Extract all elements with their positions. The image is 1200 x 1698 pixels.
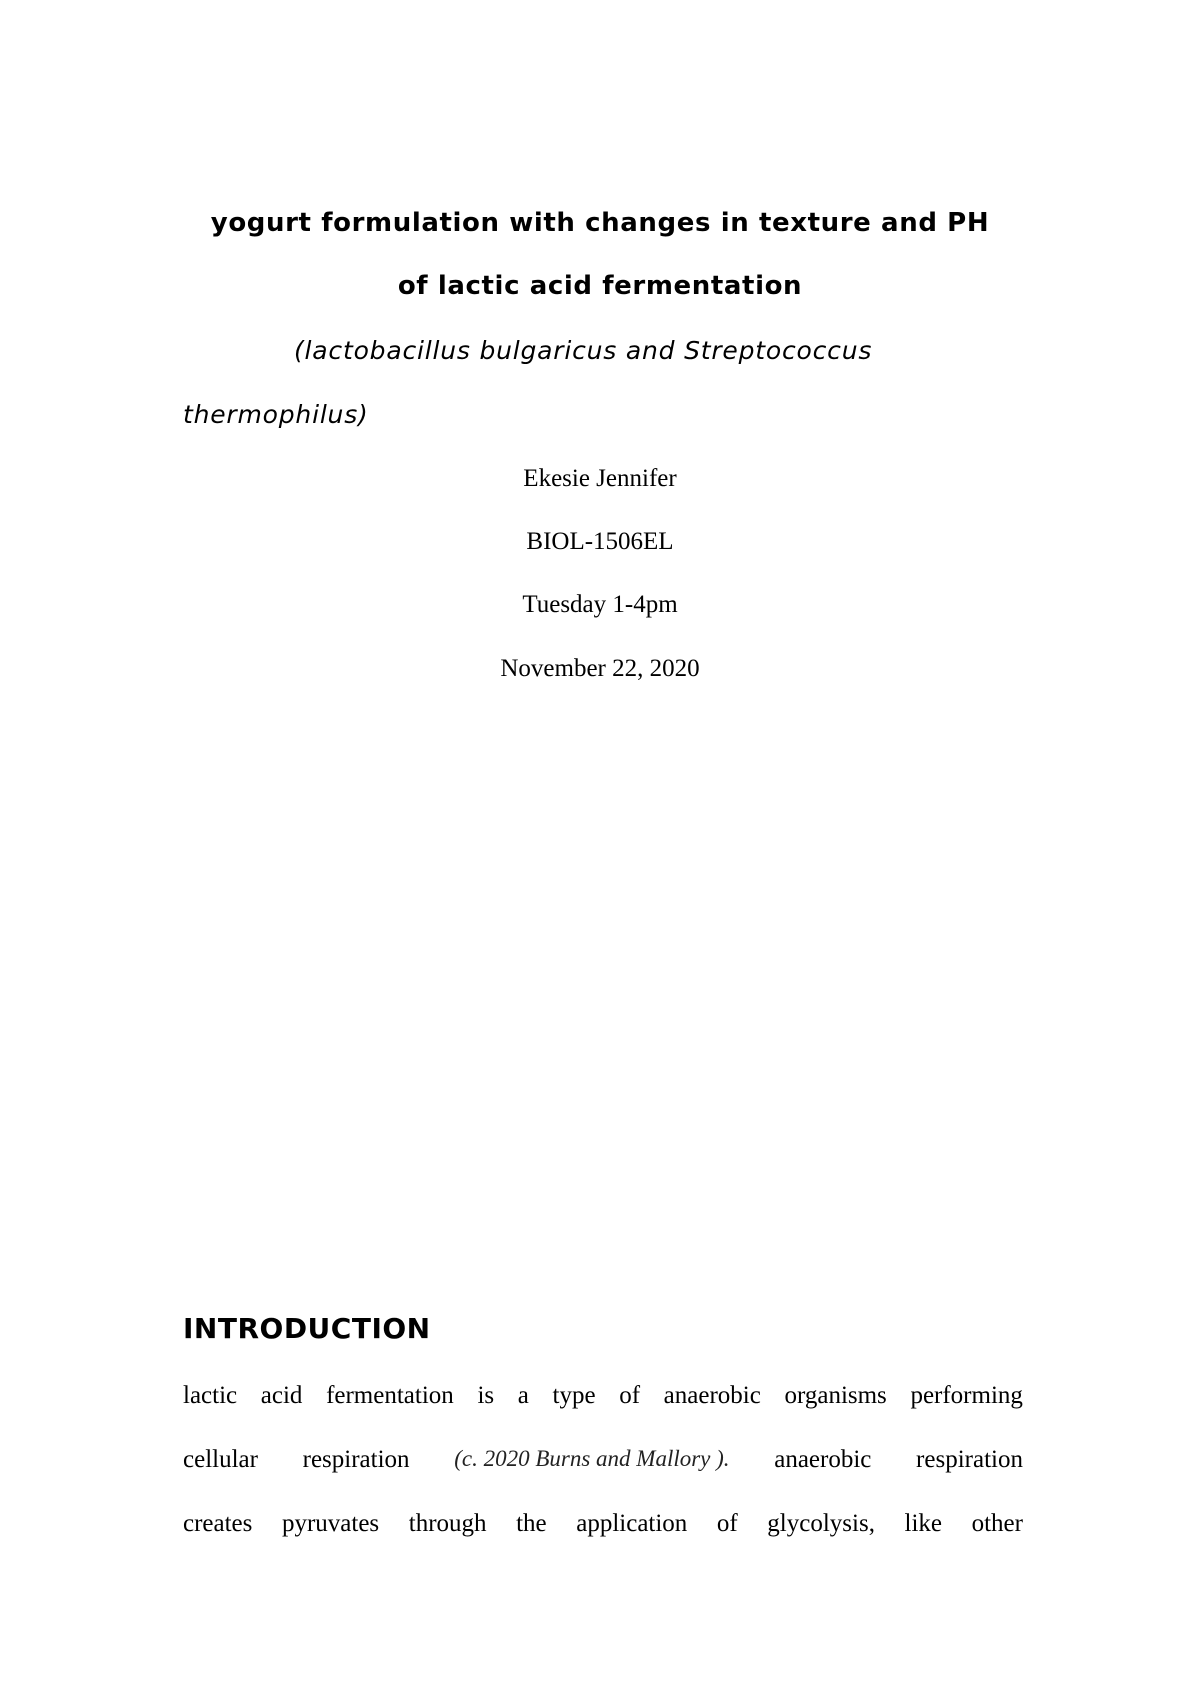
document-date: November 22, 2020 bbox=[500, 655, 700, 682]
session-time: Tuesday 1-4pm bbox=[522, 591, 678, 618]
paragraph-line-1: lactic acid fermentation is a type of anaerobic organisms performing bbox=[183, 1382, 1023, 1409]
course-code: BIOL-1506EL bbox=[526, 528, 674, 555]
subtitle-line-2: thermophilus) bbox=[183, 400, 369, 429]
title-line-2: of lactic acid fermentation bbox=[397, 271, 803, 301]
paragraph-line-3: creates pyruvates through the application of glycolysis, like other bbox=[183, 1510, 1023, 1537]
author-name: Ekesie Jennifer bbox=[523, 465, 677, 492]
subtitle-line-1: (lactobacillus bulgaricus and Streptococcus bbox=[294, 336, 873, 365]
title-line-1: yogurt formulation with changes in texture and PH bbox=[210, 208, 990, 238]
paragraph-line-2: cellular respiration (c. 2020 Burns and Mallory ). anaerobic respiration bbox=[183, 1446, 1023, 1473]
introduction-heading: INTRODUCTION bbox=[183, 1312, 431, 1345]
